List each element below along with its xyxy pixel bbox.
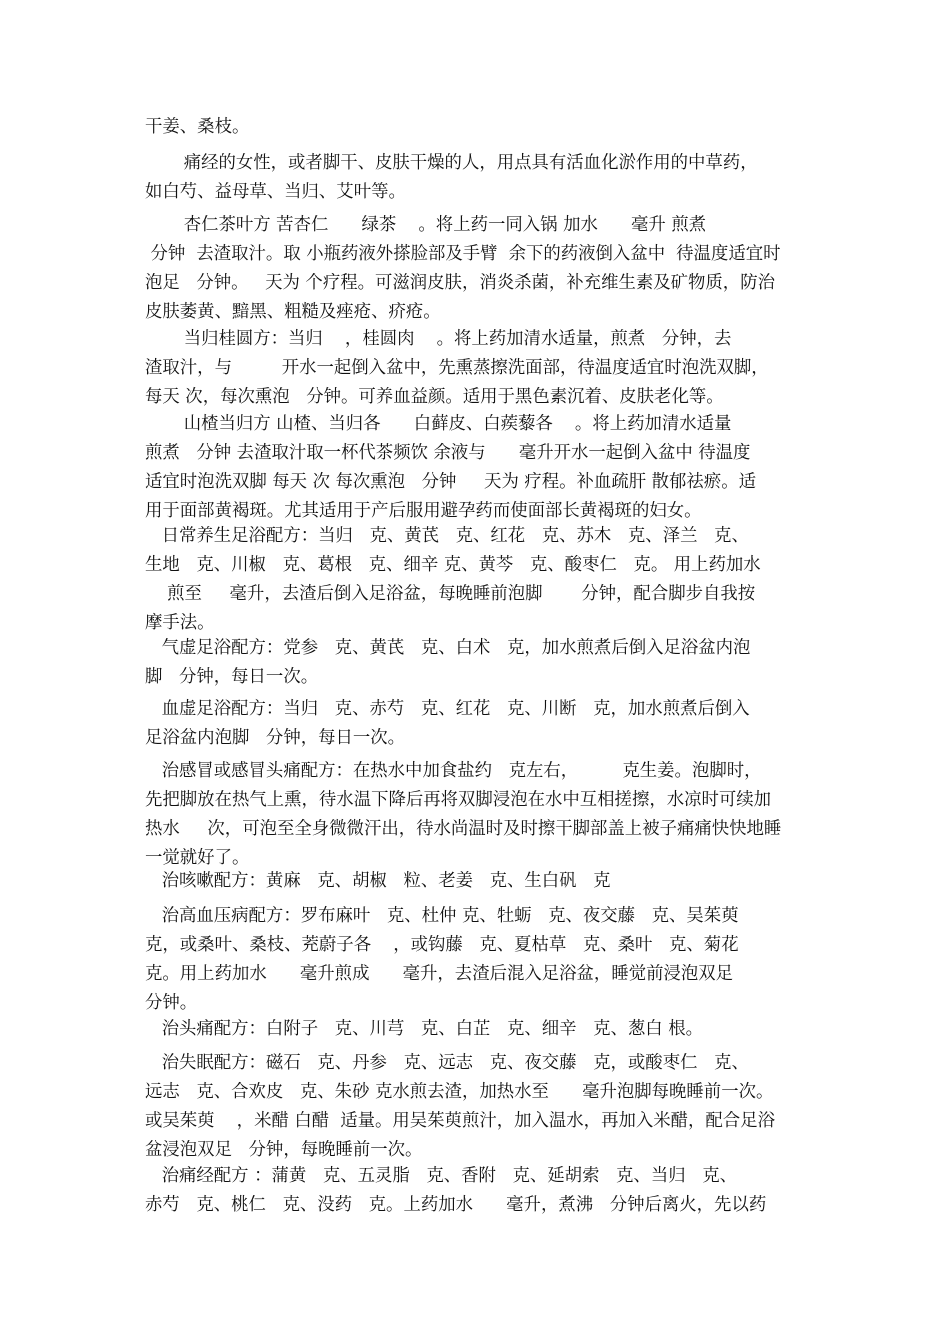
line: 气虚足浴配方：党参 克、黄芪 克、白术 克，加水煎煮后倒入足浴盆内泡 (145, 638, 751, 658)
line: 足浴盆内泡脚 分钟，每日一次。 (145, 728, 406, 748)
line: 每天 次，每次熏泡 分钟。可养血益颜。适用于黑色素沉着、皮肤老化等。 (145, 387, 724, 407)
paragraph-13 (145, 1049, 845, 1165)
line: 热水 次，可泡至全身微微汗出，待水尚温时及时擦干脚部盖上被子痛痛快快地睡 (145, 819, 782, 839)
line: 摩手法。 (145, 613, 215, 633)
line: 赤芍 克、桃仁 克、没药 克。上药加水 毫升，煮沸 分钟后离火，先以药 (145, 1195, 767, 1215)
line: 治感冒或感冒头痛配方：在热水中加食盐约 克左右， 克生姜。泡脚时， (145, 761, 762, 781)
line: 一觉就好了。 (145, 848, 250, 868)
line: 杏仁茶叶方 苦杏仁 绿茶 。将上药一同入锅 加水 毫升 煎煮 (145, 215, 707, 235)
line: 盆浸泡双足 分钟，每晚睡前一次。 (145, 1140, 423, 1160)
line: 煎煮 分钟 去渣取汁取一杯代茶频饮 余液与 毫升开水一起倒入盆中 待温度 (145, 443, 751, 463)
paragraph-5 (145, 410, 845, 526)
line: 如白芍、益母草、当归、艾叶等。 (145, 182, 406, 202)
paragraph-14 (145, 1162, 845, 1220)
line: 干姜、桑枝。 (145, 117, 250, 137)
line: 日常养生足浴配方：当归 克、黄芪 克、红花 克、苏木 克、泽兰 克、 (145, 526, 749, 546)
line: 分钟。 (145, 993, 198, 1013)
paragraph-8 (145, 695, 845, 753)
line: 治高血压病配方：罗布麻叶 克、杜仲 克、牡蛎 克、夜交藤 克、吴茱萸 (145, 906, 739, 926)
line: 或吴茱萸 ，米醋 白醋 适量。用吴茱萸煎汁，加入温水，再加入米醋，配合足浴 (145, 1111, 775, 1131)
line: 远志 克、合欢皮 克、朱砂 克水煎去渣，加热水至 毫升泡脚每晚睡前一次。 (145, 1082, 774, 1102)
line: 克，或桑叶、桑枝、茺蔚子各 ，或钩藤 克、夏枯草 克、桑叶 克、菊花 (145, 935, 739, 955)
line: 治痛经配方 ：蒲黄 克、五灵脂 克、香附 克、延胡索 克、当归 克、 (145, 1166, 737, 1186)
line: 用于面部黄褐斑。尤其适用于产后服用避孕药而使面部长黄褐斑的妇女。 (145, 501, 702, 521)
line: 血虚足浴配方：当归 克、赤芍 克、红花 克、川断 克，加水煎煮后倒入 (145, 699, 750, 719)
line: 脚 分钟，每日一次。 (145, 667, 319, 687)
paragraph-9 (145, 757, 845, 873)
paragraph-7 (145, 634, 845, 692)
paragraph-12 (145, 1015, 845, 1044)
line: 治头痛配方：白附子 克、川芎 克、白芷 克、细辛 克、葱白 根。 (145, 1019, 703, 1039)
line: 先把脚放在热气上熏，待水温下降后再将双脚浸泡在水中互相搓擦，水凉时可续加 (145, 790, 772, 810)
line: 山楂当归方 山楂、当归各 白藓皮、白蒺藜各 。将上药加清水适量 (145, 414, 732, 434)
paragraph-6 (145, 522, 845, 638)
paragraph-3 (145, 211, 845, 327)
line: 治咳嗽配方：黄麻 克、胡椒 粒、老姜 克、生白矾 克 (145, 871, 611, 891)
paragraph-1 (145, 113, 845, 142)
paragraph-4 (145, 325, 845, 412)
line: 煎至 毫升，去渣后倒入足浴盆，每晚睡前泡脚 分钟，配合脚步自我按 (145, 584, 756, 604)
line: 适宜时泡洗双脚 每天 次 每次熏泡 分钟 天为 疗程。补血疏肝 散郁祛瘀。适 (145, 472, 756, 492)
line: 皮肤萎黄、黯黑、粗糙及痤疮、疥疮。 (145, 302, 441, 322)
paragraph-11 (145, 902, 845, 1018)
paragraph-2 (145, 149, 845, 207)
line: 分钟 去渣取汁。取 小瓶药液外搽脸部及手臂 余下的药液倒入盆中 待温度适宜时 (145, 244, 781, 264)
line: 治失眠配方：磁石 克、丹参 克、远志 克、夜交藤 克，或酸枣仁 克、 (145, 1053, 749, 1073)
paragraph-10 (145, 867, 845, 896)
line: 克。用上药加水 毫升煎成 毫升，去渣后混入足浴盆，睡觉前浸泡双足 (145, 964, 734, 984)
line: 痛经的女性，或者脚干、皮肤干燥的人，用点具有活血化淤作用的中草药， (145, 153, 758, 173)
line: 泡足 分钟。 天为 个疗程。可滋润皮肤，消炎杀菌，补充维生素及矿物质，防治 (145, 273, 775, 293)
line: 当归桂圆方：当归 ，桂圆肉 。将上药加清水适量，煎煮 分钟，去 (145, 329, 732, 349)
line: 渣取汁，与 开水一起倒入盆中，先熏蒸擦洗面部，待温度适宜时泡洗双脚， (145, 358, 769, 378)
line: 生地 克、川椒 克、葛根 克、细辛 克、黄芩 克、酸枣仁 克。 用上药加水 (145, 555, 761, 575)
